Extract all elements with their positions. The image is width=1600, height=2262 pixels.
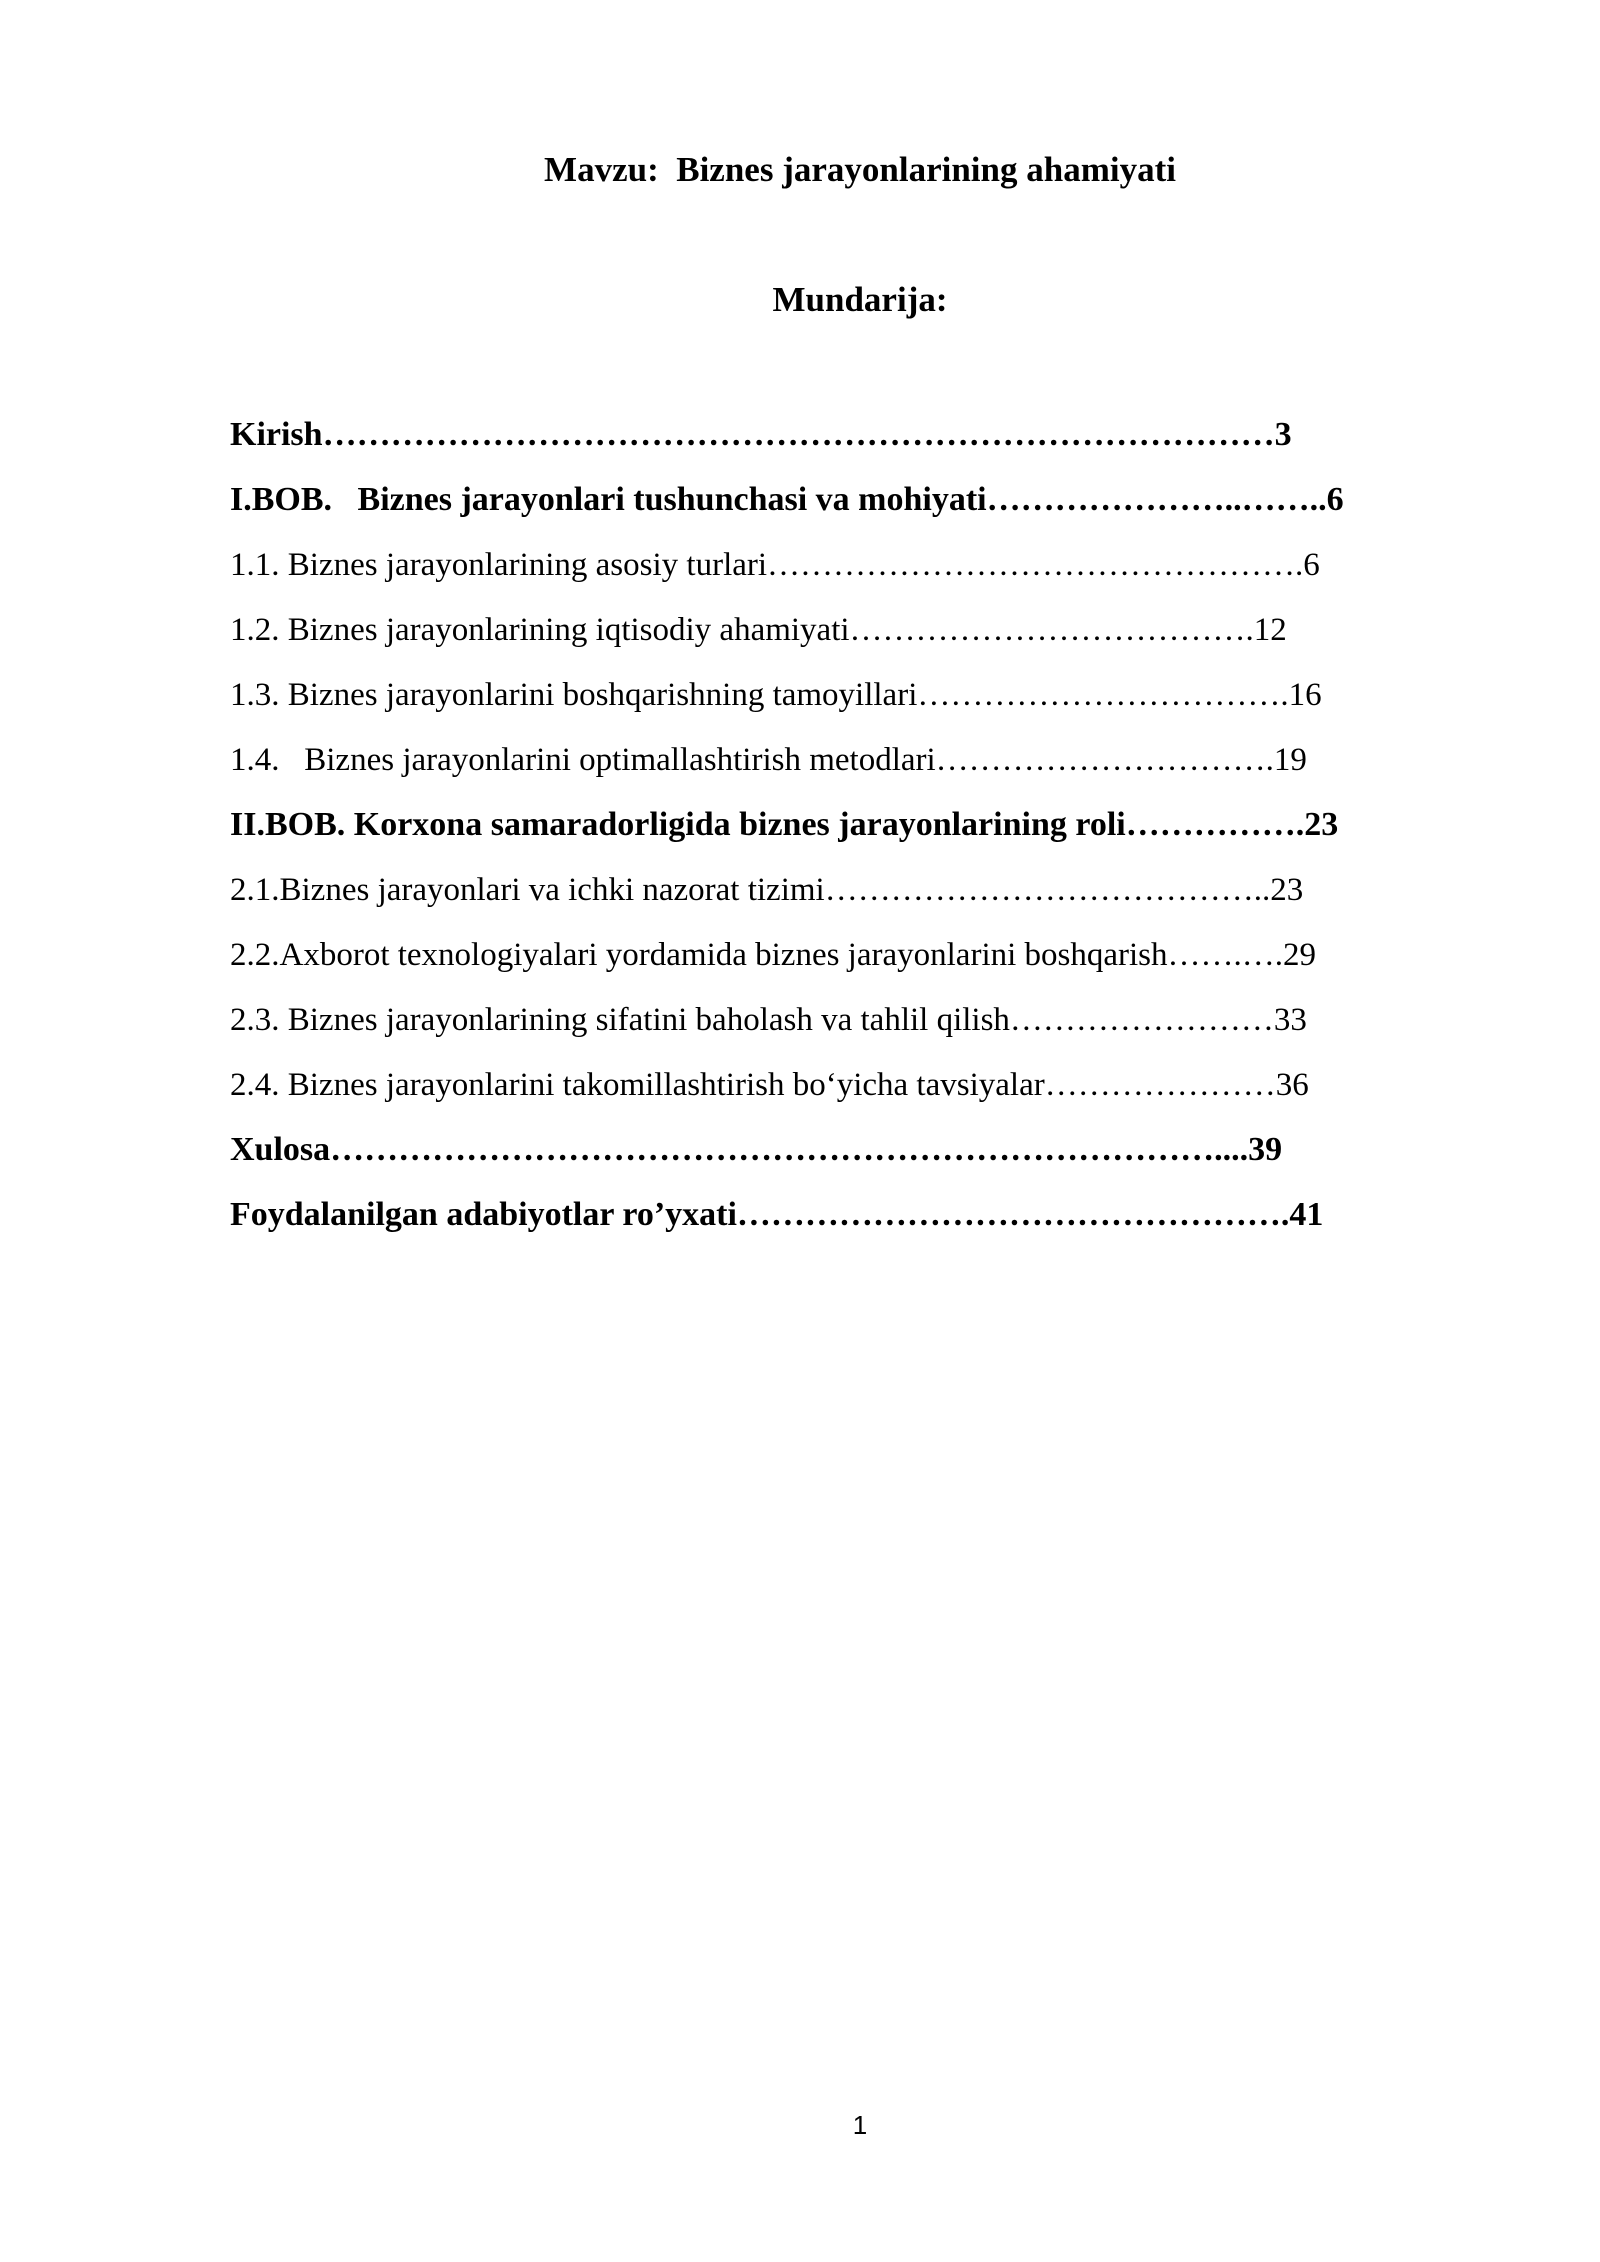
- toc-entry-conclusion: Xulosa……………………………………………………………………....39: [230, 1131, 1283, 1168]
- toc-entry-section-1-4: 1.4. Biznes jarayonlarini optimallashtirish metodlari………………………….19: [230, 742, 1307, 778]
- toc-entry-section-2-2: 2.2.Axborot texnologiyalari yordamida biznes jarayonlarini boshqarish…….….29: [230, 937, 1317, 973]
- toc-entry-section-2-1: 2.1.Biznes jarayonlari va ichki nazorat tizimi…………………………………..23: [230, 872, 1304, 908]
- toc-entry-section-1-2: 1.2. Biznes jarayonlarining iqtisodiy ahamiyati……………………………….12: [230, 612, 1287, 648]
- toc-entry-section-1-1: 1.1. Biznes jarayonlarining asosiy turlari………………………………………….6: [230, 547, 1320, 583]
- toc-entry-section-2-4: 2.4. Biznes jarayonlarini takomillashtirish bo‘yicha tavsiyalar…………………36: [230, 1067, 1309, 1103]
- toc-entry-section-1-3: 1.3. Biznes jarayonlarini boshqarishning tamoyillari…………………………….16: [230, 677, 1322, 713]
- toc-entry-chapter-1: I.BOB. Biznes jarayonlari tushunchasi va mohiyati…………………..……..6: [230, 481, 1344, 518]
- toc-entry-references: Foydalanilgan adabiyotlar ro’yxati………………………………………….41: [230, 1196, 1324, 1233]
- toc-entry-introduction: Kirish…………………………………………………………………………3: [230, 416, 1292, 453]
- toc-heading: Mundarija:: [772, 280, 948, 319]
- toc-entry-section-2-3: 2.3. Biznes jarayonlarining sifatini baholash va tahlil qilish……………………33: [230, 1002, 1307, 1038]
- page-number: 1: [852, 2110, 868, 2140]
- document-topic: Mavzu: Biznes jarayonlarining ahamiyati: [544, 150, 1176, 189]
- toc-entry-chapter-2: II.BOB. Korxona samaradorligida biznes jarayonlarining roli…………….23: [230, 806, 1339, 843]
